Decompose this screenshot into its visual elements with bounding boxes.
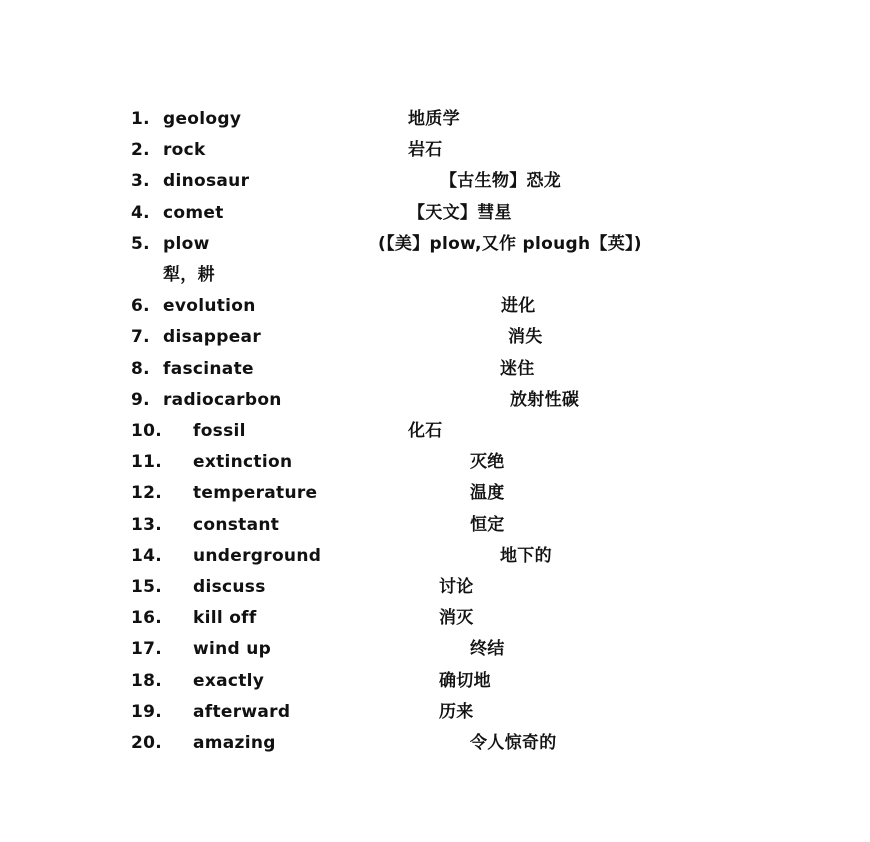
english-word: temperature: [193, 483, 318, 503]
english-word: radiocarbon: [163, 390, 282, 410]
english-word: discuss: [193, 577, 266, 597]
chinese-meaning: 【古生物】恐龙: [440, 171, 562, 191]
english-word: amazing: [193, 733, 276, 753]
item-number: 7.: [131, 327, 150, 347]
chinese-meaning: 化石: [408, 421, 443, 441]
english-word: fossil: [193, 421, 246, 441]
item-number: 10.: [131, 421, 163, 441]
english-word: afterward: [193, 702, 291, 722]
item-number: 13.: [131, 515, 163, 535]
english-word: wind up: [193, 639, 272, 659]
item-number: 11.: [131, 452, 163, 472]
item-number: 14.: [131, 546, 163, 566]
english-word: plow: [163, 234, 210, 254]
english-word: underground: [193, 546, 322, 566]
chinese-meaning: 地下的: [500, 546, 552, 566]
item-number: 16.: [131, 608, 163, 628]
english-word: evolution: [163, 296, 256, 316]
english-word: rock: [163, 140, 206, 160]
item-number: 4.: [131, 203, 150, 223]
english-word: dinosaur: [163, 171, 250, 191]
english-word: fascinate: [163, 359, 254, 379]
chinese-meaning: 温度: [470, 483, 505, 503]
english-word: geology: [163, 109, 242, 129]
chinese-meaning: 令人惊奇的: [470, 733, 557, 753]
chinese-meaning: 放射性碳: [510, 390, 580, 410]
item-number: 2.: [131, 140, 150, 160]
item-number: 12.: [131, 483, 163, 503]
item-number: 3.: [131, 171, 150, 191]
chinese-meaning: 进化: [501, 296, 536, 316]
chinese-meaning: (【美】plow,又作 plough【英】): [378, 234, 642, 254]
english-word: constant: [193, 515, 280, 535]
chinese-meaning: 消失: [508, 327, 543, 347]
item-number: 18.: [131, 671, 163, 691]
chinese-meaning: 历来: [439, 702, 474, 722]
chinese-meaning-continuation: 犁，耕: [163, 265, 215, 285]
chinese-meaning: 迷住: [500, 359, 535, 379]
english-word: exactly: [193, 671, 265, 691]
item-number: 19.: [131, 702, 163, 722]
item-number: 15.: [131, 577, 163, 597]
english-word: extinction: [193, 452, 293, 472]
item-number: 5.: [131, 234, 150, 254]
chinese-meaning: 恒定: [470, 515, 505, 535]
chinese-meaning: 终结: [470, 639, 505, 659]
english-word: disappear: [163, 327, 262, 347]
english-word: kill off: [193, 608, 257, 628]
chinese-meaning: 消灭: [439, 608, 474, 628]
item-number: 1.: [131, 109, 150, 129]
english-word: comet: [163, 203, 224, 223]
item-number: 8.: [131, 359, 150, 379]
item-number: 9.: [131, 390, 150, 410]
item-number: 17.: [131, 639, 163, 659]
chinese-meaning: 讨论: [439, 577, 474, 597]
chinese-meaning: 灭绝: [470, 452, 505, 472]
item-number: 20.: [131, 733, 163, 753]
item-number: 6.: [131, 296, 150, 316]
chinese-meaning: 确切地: [439, 671, 491, 691]
chinese-meaning: 【天文】彗星: [408, 203, 512, 223]
chinese-meaning: 岩石: [408, 140, 443, 160]
chinese-meaning: 地质学: [408, 109, 460, 129]
